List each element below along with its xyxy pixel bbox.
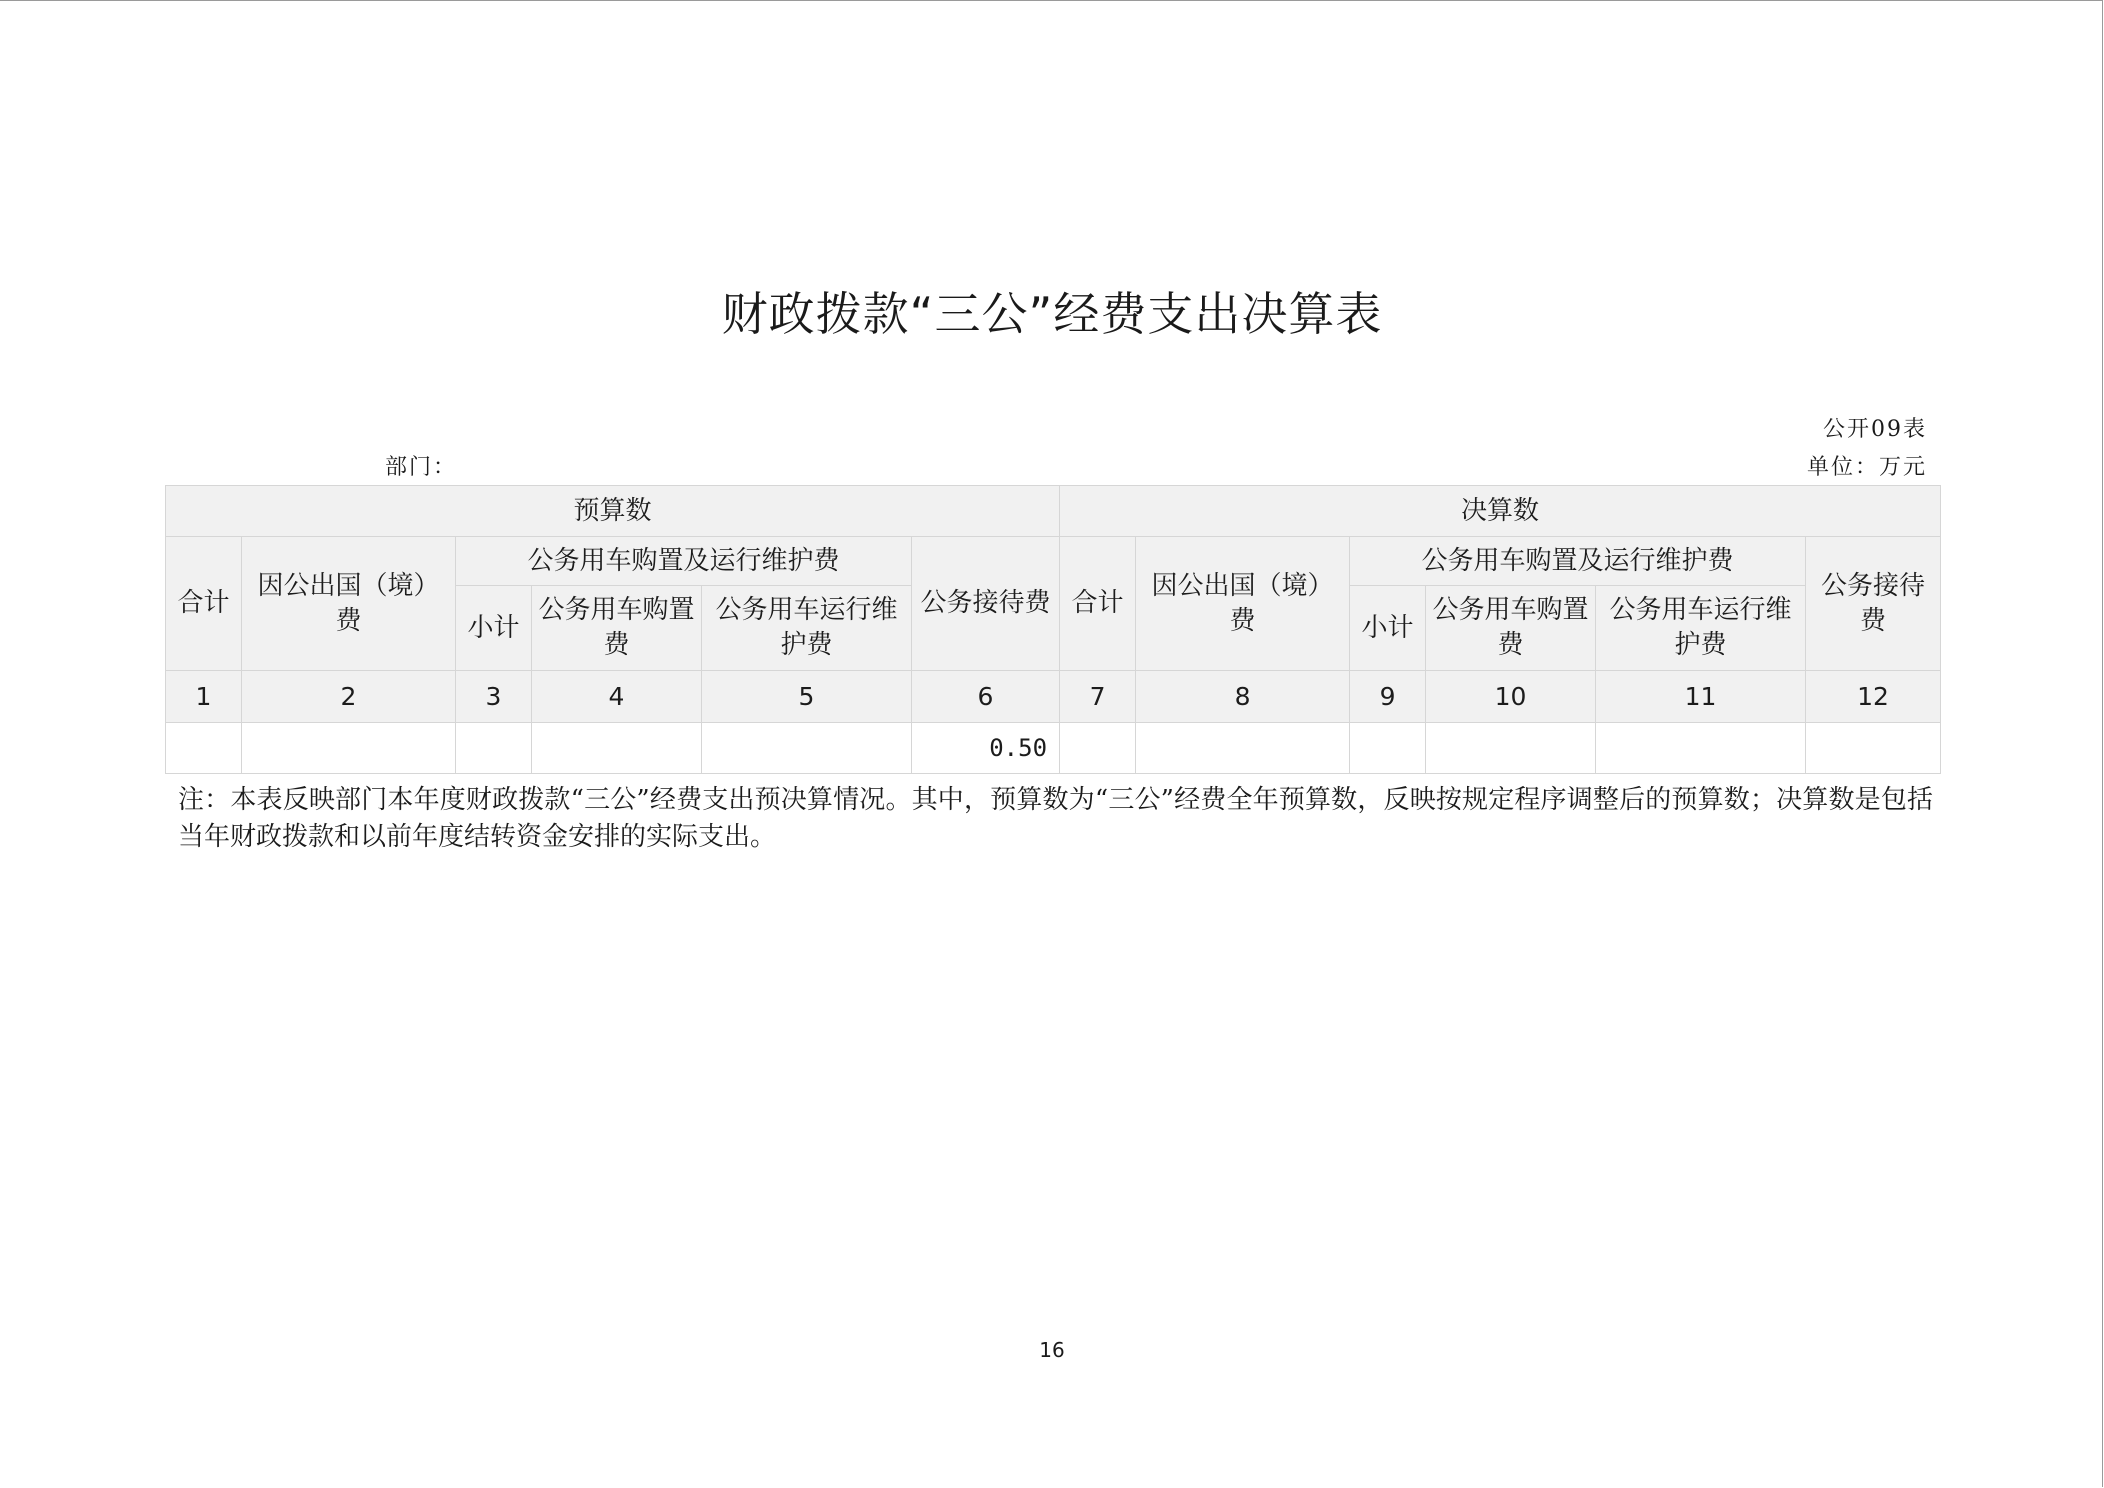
data-cell [1350,723,1426,774]
col-number: 1 [166,671,242,723]
col-number: 11 [1596,671,1806,723]
column-number-row [166,671,1941,723]
col-number: 10 [1426,671,1596,723]
data-cell [1596,723,1806,774]
page-title: 财政拨款“三公”经费支出决算表 [721,287,1383,341]
data-cell [456,723,532,774]
col-number: 9 [1350,671,1426,723]
col-number: 5 [702,671,912,723]
column-header-row [166,537,1941,586]
data-cell [1060,723,1136,774]
final-vehicle-operation-header: 公务用车运行维护费 [1596,586,1806,671]
budget-subtotal-header: 小计 [456,586,532,671]
data-cell [1136,723,1350,774]
budget-vehicle-operation-header: 公务用车运行维护费 [702,586,912,671]
data-cell [532,723,702,774]
group-header-row [166,486,1941,537]
expense-table [165,485,1941,774]
col-number: 7 [1060,671,1136,723]
col-number: 4 [532,671,702,723]
form-code: 公开09表 [1823,417,1927,442]
department-label: 部门： [385,455,458,480]
col-number: 2 [242,671,456,723]
final-abroad-header: 因公出国（境）费 [1136,537,1350,671]
final-reception-header: 公务接待费 [1806,537,1941,671]
data-cell [1426,723,1596,774]
col-number: 12 [1806,671,1941,723]
final-subtotal-header: 小计 [1350,586,1426,671]
final-vehicle-purchase-header: 公务用车购置费 [1426,586,1596,671]
col-number: 8 [1136,671,1350,723]
final-group-header: 决算数 [1060,486,1941,537]
budget-abroad-header: 因公出国（境）费 [242,537,456,671]
budget-total-header: 合计 [166,537,242,671]
budget-vehicle-purchase-header: 公务用车购置费 [532,586,702,671]
col-number: 6 [912,671,1060,723]
budget-reception-header: 公务接待费 [912,537,1060,671]
col-number: 3 [456,671,532,723]
budget-vehicle-group-header: 公务用车购置及运行维护费 [456,537,912,586]
data-cell [166,723,242,774]
unit-label: 单位：万元 [1806,455,1927,480]
data-cell [1806,723,1941,774]
budget-reception-value: 0.50 [912,723,1060,774]
page-number: 16 [1039,1338,1065,1362]
data-cell [702,723,912,774]
data-cell [242,723,456,774]
budget-group-header: 预算数 [166,486,1060,537]
final-total-header: 合计 [1060,537,1136,671]
table-note: 注：本表反映部门本年度财政拨款“三公”经费支出预决算情况。其中，预算数为“三公”经费全年预算数，反映按规定程序调整后的预算数；决算数是包括当年财政拨款和以前年度结转资金安排的实际支出。 [178,785,1933,852]
data-row [166,723,1941,774]
final-vehicle-group-header: 公务用车购置及运行维护费 [1350,537,1806,586]
